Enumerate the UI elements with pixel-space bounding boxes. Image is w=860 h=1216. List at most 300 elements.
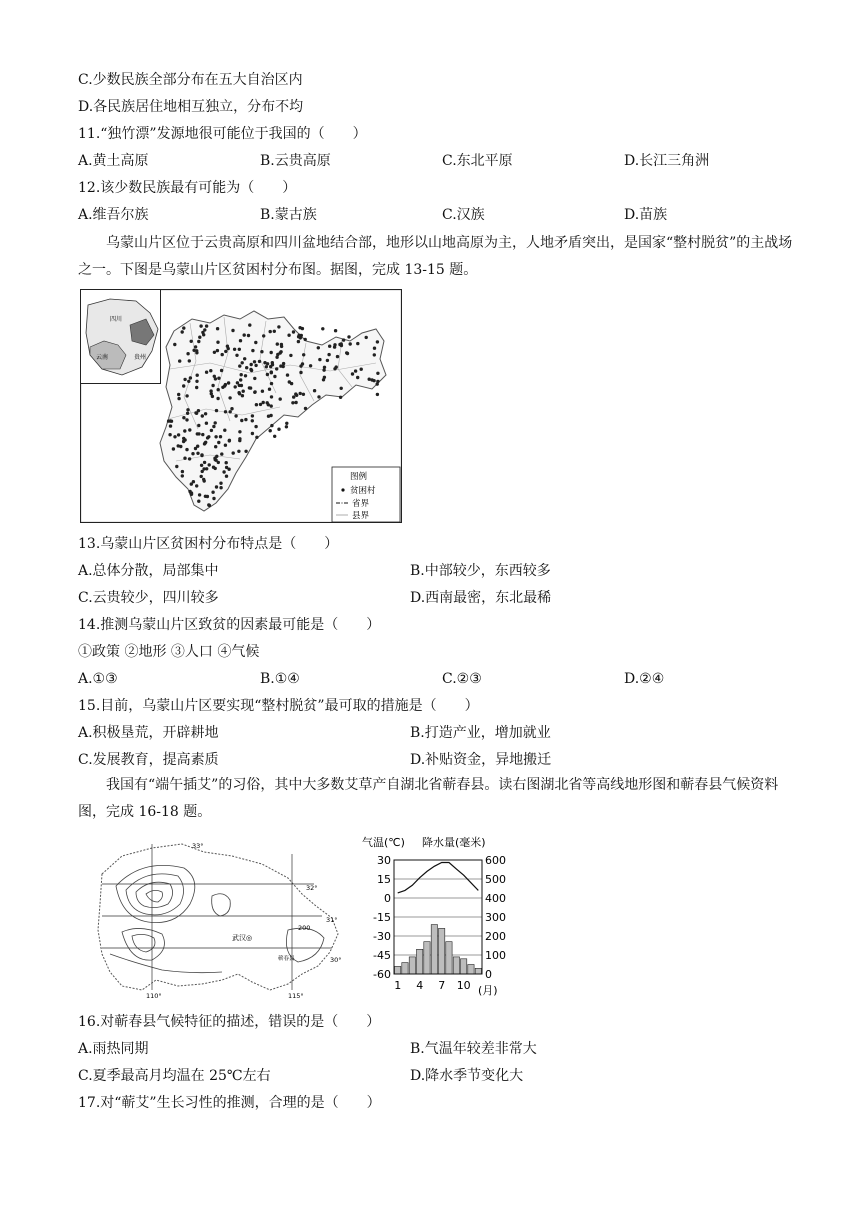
poverty-village-dot: [203, 461, 206, 464]
poverty-village-dot: [234, 385, 237, 388]
x-tick-label: 1: [394, 979, 402, 992]
option-d-line: D.各民族居住地相互独立，分布不均: [78, 99, 304, 115]
poverty-village-dot: [211, 384, 214, 387]
q12-option-a[interactable]: A.维吾尔族: [78, 207, 149, 223]
poverty-village-dot: [253, 377, 256, 380]
poverty-village-dot: [253, 391, 256, 394]
poverty-village-dot: [321, 327, 324, 330]
poverty-village-dot: [183, 429, 186, 432]
poverty-village-dot: [201, 433, 204, 436]
poverty-village-dot: [225, 475, 228, 478]
poverty-village-dot: [250, 363, 253, 366]
poverty-village-dot: [197, 500, 200, 503]
poverty-village-dot: [190, 482, 193, 485]
poverty-village-dot: [270, 371, 273, 374]
inset-label-yunnan: 云南: [96, 354, 109, 361]
poverty-village-dot: [201, 470, 204, 473]
poverty-village-dot: [277, 325, 280, 328]
poverty-village-dot: [269, 429, 272, 432]
x-tick-label: 10: [456, 979, 471, 992]
poverty-village-dot: [181, 470, 184, 473]
poverty-village-dot: [175, 465, 178, 468]
q15-option-d[interactable]: D.补贴资金，异地搬迁: [410, 752, 552, 768]
poverty-village-dot: [219, 486, 222, 489]
option-c-line: C.少数民族全部分布在五大自治区内: [78, 72, 303, 88]
inset-label-sichuan: 四川: [110, 316, 123, 323]
poverty-village-dot: [292, 330, 295, 333]
q16-option-b[interactable]: B.气温年较差非常大: [410, 1041, 537, 1057]
poverty-village-dot: [182, 437, 185, 440]
poverty-village-dot: [191, 452, 194, 455]
poverty-village-dot: [244, 374, 247, 377]
poverty-village-dot: [317, 346, 320, 349]
precip-bar: [409, 957, 415, 974]
poverty-village-dot: [241, 394, 244, 397]
poverty-village-dot: [346, 352, 349, 355]
poverty-village-dot: [188, 457, 191, 460]
poverty-village-dot: [370, 378, 373, 381]
poverty-village-dot: [339, 396, 342, 399]
passage-qichun: 我国有“端午插艾”的习俗，其中大多数艾草产自湖北省蕲春县。读右图湖北省等高线地形图和蕲春县气候资料图，完成 16-18 题。: [78, 777, 779, 820]
poverty-village-dot: [214, 445, 217, 448]
right-tick-label: 200: [485, 930, 506, 943]
poverty-village-dot: [269, 414, 272, 417]
poverty-village-dot: [356, 342, 359, 345]
poverty-village-dot: [304, 407, 307, 410]
poverty-village-dot: [215, 409, 218, 412]
poverty-village-dot: [271, 363, 274, 366]
poverty-village-dot: [265, 365, 268, 368]
poverty-village-dot: [208, 504, 211, 507]
poverty-village-dot: [249, 386, 252, 389]
poverty-village-dot: [215, 455, 218, 458]
poverty-village-dot: [354, 369, 357, 372]
poverty-village-dot: [302, 393, 305, 396]
poverty-village-dot: [255, 436, 258, 439]
right-tick-label: 0: [485, 968, 492, 981]
poverty-village-dot: [203, 479, 206, 482]
poverty-village-dot: [270, 382, 273, 385]
poverty-village-dot: [253, 360, 256, 363]
poverty-village-dot: [238, 439, 241, 442]
poverty-village-dot: [294, 401, 297, 404]
poverty-village-dot: [214, 467, 217, 470]
poverty-village-dot: [185, 448, 188, 451]
poverty-village-dot: [195, 386, 198, 389]
poverty-village-dot: [273, 375, 276, 378]
precip-bar: [417, 949, 423, 974]
wuhan-label: 武汉◎: [232, 934, 253, 942]
poverty-village-dot: [198, 336, 201, 339]
lat-32-label: 32°: [306, 884, 318, 892]
poverty-village-dot: [186, 352, 189, 355]
poverty-village-dot: [356, 376, 359, 379]
q11-option-c[interactable]: C.东北平原: [442, 153, 513, 169]
poverty-village-dot: [204, 412, 207, 415]
poverty-village-dot: [302, 353, 305, 356]
poverty-village-dot: [224, 350, 227, 353]
poverty-village-dot: [238, 384, 241, 387]
poverty-village-dot: [299, 371, 302, 374]
poverty-village-dot: [216, 397, 219, 400]
poverty-village-dot: [376, 382, 379, 385]
poverty-village-dot: [228, 396, 231, 399]
left-tick-label: -30: [373, 930, 391, 943]
poverty-village-dot: [177, 397, 180, 400]
poverty-village-dot: [373, 353, 376, 356]
poverty-village-dot: [173, 343, 176, 346]
q14-option-b[interactable]: B.①④: [260, 671, 300, 687]
poverty-village-dot: [261, 390, 264, 393]
poverty-village-dot: [244, 450, 247, 453]
poverty-village-dot: [196, 374, 199, 377]
poverty-village-dot: [214, 435, 217, 438]
poverty-village-dot: [304, 338, 307, 341]
poverty-village-dot: [197, 424, 200, 427]
left-tick-label: 30: [377, 854, 391, 867]
poverty-village-dot: [327, 353, 330, 356]
poverty-village-dot: [239, 339, 242, 342]
poverty-village-dot: [282, 365, 285, 368]
poverty-village-dot: [196, 452, 199, 455]
x-tick-label: 4: [416, 979, 424, 992]
lat-30-label: 30°: [330, 956, 342, 964]
poverty-village-dot: [226, 345, 229, 348]
poverty-village-dot: [269, 330, 272, 333]
poverty-village-dot: [376, 372, 379, 375]
question-12: 12.该少数民族最有可能为（ ）: [78, 180, 297, 196]
poverty-village-dot: [292, 395, 295, 398]
poverty-village-dot: [197, 432, 200, 435]
poverty-village-dot: [169, 424, 172, 427]
precip-bar: [439, 928, 445, 974]
poverty-village-dot: [232, 451, 235, 454]
poverty-village-dot: [349, 342, 352, 345]
legend-item-county-border: 县界: [352, 511, 370, 521]
poverty-village-dot: [214, 377, 217, 380]
poverty-village-dot: [202, 333, 205, 336]
poverty-village-dot: [209, 389, 212, 392]
poverty-village-dot: [225, 461, 228, 464]
precip-bar: [402, 963, 408, 974]
poverty-village-dot: [240, 373, 243, 376]
legend-item-poverty-village: 贫困村: [350, 486, 376, 496]
qichun-climate-chart: [358, 834, 518, 1000]
poverty-village-dot: [333, 367, 336, 370]
poverty-village-dot: [196, 445, 199, 448]
precip-bar: [395, 966, 401, 974]
q16-option-d[interactable]: D.降水季节变化大: [410, 1068, 524, 1084]
poverty-village-dot: [233, 348, 236, 351]
poverty-village-dot: [185, 394, 188, 397]
poverty-village-dot: [248, 323, 251, 326]
poverty-village-dot: [194, 345, 197, 348]
poverty-village-dot: [221, 353, 224, 356]
poverty-village-dot: [322, 368, 325, 371]
poverty-village-dot: [195, 351, 198, 354]
q14-option-c[interactable]: C.②③: [442, 671, 482, 687]
poverty-village-dot: [340, 387, 343, 390]
q12-option-d[interactable]: D.苗族: [624, 207, 668, 223]
right-tick-label: 400: [485, 892, 506, 905]
poverty-village-dot: [205, 324, 208, 327]
left-tick-label: -60: [373, 968, 391, 981]
poverty-village-dot: [212, 425, 215, 428]
poverty-village-dot: [255, 403, 258, 406]
poverty-village-dot: [182, 416, 185, 419]
poverty-village-dot: [195, 484, 198, 487]
poverty-village-dot: [195, 412, 198, 415]
poverty-village-dot: [227, 468, 230, 471]
poverty-village-dot: [206, 436, 209, 439]
poverty-village-dot: [326, 359, 329, 362]
lat-31-label: 31°: [326, 916, 338, 924]
poverty-village-dot: [188, 428, 191, 431]
poverty-village-dot: [262, 334, 265, 337]
poverty-village-dot: [280, 343, 283, 346]
poverty-village-dot: [365, 336, 368, 339]
poverty-village-dot: [313, 389, 316, 392]
inset-label-guizhou: 贵州: [134, 354, 147, 361]
poverty-village-dot: [288, 380, 291, 383]
poverty-village-dot: [178, 359, 181, 362]
poverty-village-dot: [200, 464, 203, 467]
poverty-village-dot: [224, 444, 227, 447]
question-15: 15.目前，乌蒙山片区要实现“整村脱贫”最可取的措施是（ ）: [78, 698, 479, 714]
q12-option-b[interactable]: B.蒙古族: [260, 207, 317, 223]
chart-x-unit: (月): [478, 984, 498, 997]
poverty-village-dot: [282, 362, 285, 365]
poverty-village-dot: [182, 384, 185, 387]
question-17: 17.对“蕲艾”生长习性的推测，合理的是（ ）: [78, 1095, 381, 1111]
poverty-village-dot: [186, 412, 189, 415]
poverty-village-dot: [239, 378, 242, 381]
poverty-village-dot: [254, 341, 257, 344]
precip-bar: [453, 957, 459, 974]
poverty-village-dot: [376, 340, 379, 343]
lat-33-label: 33°: [192, 842, 204, 850]
poverty-village-dot: [298, 326, 301, 329]
poverty-village-dot: [227, 381, 230, 384]
poverty-village-dot: [183, 457, 186, 460]
q15-option-b[interactable]: B.打造产业，增加就业: [410, 725, 551, 741]
poverty-village-dot: [340, 344, 343, 347]
poverty-village-dot: [285, 422, 288, 425]
poverty-village-dot: [254, 425, 257, 428]
poverty-village-dot: [222, 470, 225, 473]
poverty-village-dot: [183, 378, 186, 381]
poverty-village-dot: [251, 414, 254, 417]
chart-ylabel-right: 降水量(毫米): [422, 836, 486, 849]
q16-option-c[interactable]: C.夏季最高月均温在 25℃左右: [78, 1068, 271, 1084]
passage-wumeng: 乌蒙山片区位于云贵高原和四川盆地结合部，地形以山地高原为主，人地矛盾突出，是国家“整村脱贫”的主战场之一。下图是乌蒙山片区贫困村分布图。据图，完成 13-15 题。: [78, 235, 793, 278]
poverty-village-dot: [198, 493, 201, 496]
precip-bar: [424, 942, 430, 974]
q15-option-a[interactable]: A.积极垦荒，开辟耕地: [78, 725, 219, 741]
poverty-village-dot: [276, 342, 279, 345]
poverty-village-dot: [217, 461, 220, 464]
poverty-village-dot: [173, 435, 176, 438]
right-tick-label: 100: [485, 949, 506, 962]
poverty-village-dot: [286, 373, 289, 376]
q12-option-c[interactable]: C.汉族: [442, 207, 485, 223]
poverty-village-dot: [200, 475, 203, 478]
poverty-village-dot: [249, 368, 252, 371]
poverty-village-dot: [294, 392, 297, 395]
poverty-village-dot: [347, 335, 350, 338]
poverty-village-dot: [219, 482, 222, 485]
poverty-village-dot: [223, 384, 226, 387]
question-11: 11.“独竹漂”发源地很可能位于我国的（ ）: [78, 126, 367, 142]
poverty-village-dot: [199, 324, 202, 327]
x-tick-label: 7: [438, 979, 446, 992]
poverty-village-dot: [323, 376, 326, 379]
question-14: 14.推测乌蒙山片区致贫的因素最可能是（ ）: [78, 617, 381, 633]
poverty-village-dot: [342, 338, 345, 341]
question-16: 16.对蕲春县气候特征的描述，错误的是（ ）: [78, 1014, 381, 1030]
poverty-village-dot: [251, 419, 254, 422]
poverty-village-dot: [211, 395, 214, 398]
temperature-line: [398, 863, 479, 893]
poverty-village-dot: [263, 361, 266, 364]
poverty-village-dot: [181, 330, 184, 333]
poverty-village-dot: [235, 354, 238, 357]
poverty-village-dot: [231, 329, 234, 332]
poverty-village-dot: [190, 340, 193, 343]
poverty-village-dot: [185, 418, 188, 421]
q13-option-a[interactable]: A.总体分散，局部集中: [78, 563, 219, 579]
poverty-village-dot: [204, 495, 207, 498]
right-tick-label: 600: [485, 854, 506, 867]
poverty-village-dot: [368, 378, 371, 381]
poverty-village-dot: [237, 450, 240, 453]
poverty-village-dot: [228, 439, 231, 442]
poverty-village-dot: [336, 355, 339, 358]
contour-200-label: 200: [298, 924, 311, 932]
poverty-village-dot: [267, 403, 270, 406]
poverty-village-dot: [243, 357, 246, 360]
wumeng-poverty-map: [80, 289, 402, 523]
q16-option-a[interactable]: A.雨热同期: [78, 1041, 149, 1057]
poverty-village-dot: [334, 329, 337, 332]
qichun-label: 蕲春县: [278, 956, 295, 962]
q11-option-b[interactable]: B.云贵高原: [260, 153, 331, 169]
poverty-village-dot: [279, 397, 282, 400]
poverty-village-dot: [328, 345, 331, 348]
poverty-village-dot: [297, 335, 300, 338]
poverty-village-dot: [270, 351, 273, 354]
poverty-village-dot: [260, 350, 263, 353]
question-13: 13.乌蒙山片区贫困村分布特点是（ ）: [78, 536, 339, 552]
poverty-village-dot: [243, 333, 246, 336]
poverty-village-dot: [245, 366, 248, 369]
poverty-village-dot: [270, 395, 273, 398]
poverty-village-dot: [240, 419, 243, 422]
q13-option-d[interactable]: D.西南最密，东北最稀: [410, 590, 552, 606]
poverty-village-dot: [212, 497, 215, 500]
poverty-village-dot: [217, 388, 220, 391]
poverty-village-dot: [201, 414, 204, 417]
poverty-village-dot: [351, 372, 354, 375]
poverty-village-dot: [273, 435, 276, 438]
left-tick-label: -15: [373, 911, 391, 924]
poverty-village-dot: [241, 361, 244, 364]
precip-bar: [446, 942, 452, 974]
poverty-village-dot: [275, 367, 278, 370]
poverty-village-dot: [251, 432, 254, 435]
poverty-village-dot: [224, 410, 227, 413]
poverty-village-dot: [333, 345, 336, 348]
poverty-village-dot: [220, 369, 223, 372]
q14-option-d[interactable]: D.②④: [624, 671, 665, 687]
poverty-village-dot: [238, 392, 241, 395]
chart-ylabel-left: 气温(℃): [362, 836, 405, 849]
q13-option-c[interactable]: C.云贵较少，四川较多: [78, 590, 219, 606]
poverty-village-dot: [277, 428, 280, 431]
poverty-village-dot: [259, 403, 262, 406]
left-tick-label: 0: [384, 892, 391, 905]
poverty-village-dot: [168, 433, 171, 436]
poverty-village-dot: [376, 393, 379, 396]
poverty-village-dot: [279, 351, 282, 354]
poverty-village-dot: [211, 491, 214, 494]
poverty-village-dot: [360, 368, 363, 371]
poverty-village-dot: [244, 418, 247, 421]
poverty-village-dot: [216, 327, 219, 330]
poverty-village-dot: [318, 358, 321, 361]
poverty-village-dot: [317, 395, 320, 398]
poverty-village-dot: [238, 364, 241, 367]
poverty-village-dot: [270, 424, 273, 427]
q14-items: ①政策 ②地形 ③人口 ④气候: [78, 644, 260, 660]
poverty-village-dot: [285, 425, 288, 428]
poverty-village-dot: [251, 349, 254, 352]
lon-110-label: 110°: [146, 992, 162, 1000]
poverty-village-dot: [254, 364, 257, 367]
poverty-village-dot: [187, 380, 190, 383]
poverty-village-dot: [188, 490, 191, 493]
poverty-village-dot: [182, 440, 185, 443]
poverty-village-dot: [200, 454, 203, 457]
q13-option-b[interactable]: B.中部较少，东西较多: [410, 563, 551, 579]
poverty-village-dot: [177, 393, 180, 396]
poverty-village-dot: [214, 421, 217, 424]
poverty-village-dot: [177, 433, 180, 436]
poverty-village-dot: [197, 340, 200, 343]
poverty-village-dot: [301, 362, 304, 365]
lon-115-label: 115°: [288, 992, 304, 1000]
poverty-village-dot: [275, 356, 278, 359]
left-tick-label: -45: [373, 949, 391, 962]
q11-option-a[interactable]: A.黄土高原: [78, 153, 149, 169]
poverty-village-dot: [216, 349, 219, 352]
poverty-village-dot: [287, 334, 290, 337]
poverty-village-dot: [238, 430, 241, 433]
q14-option-a[interactable]: A.①③: [78, 671, 118, 687]
poverty-village-dot: [223, 429, 226, 432]
precip-bars: [395, 925, 482, 974]
poverty-village-dot: [203, 441, 206, 444]
q11-option-d[interactable]: D.长江三角洲: [624, 153, 710, 169]
poverty-village-dot: [213, 351, 216, 354]
poverty-village-dot: [219, 435, 222, 438]
poverty-village-dot: [215, 485, 218, 488]
poverty-village-dot: [258, 360, 261, 363]
q15-option-c[interactable]: C.发展教育，提高素质: [78, 752, 219, 768]
poverty-village-dot: [309, 364, 312, 367]
poverty-village-dot: [170, 420, 173, 423]
poverty-village-dot: [297, 340, 300, 343]
